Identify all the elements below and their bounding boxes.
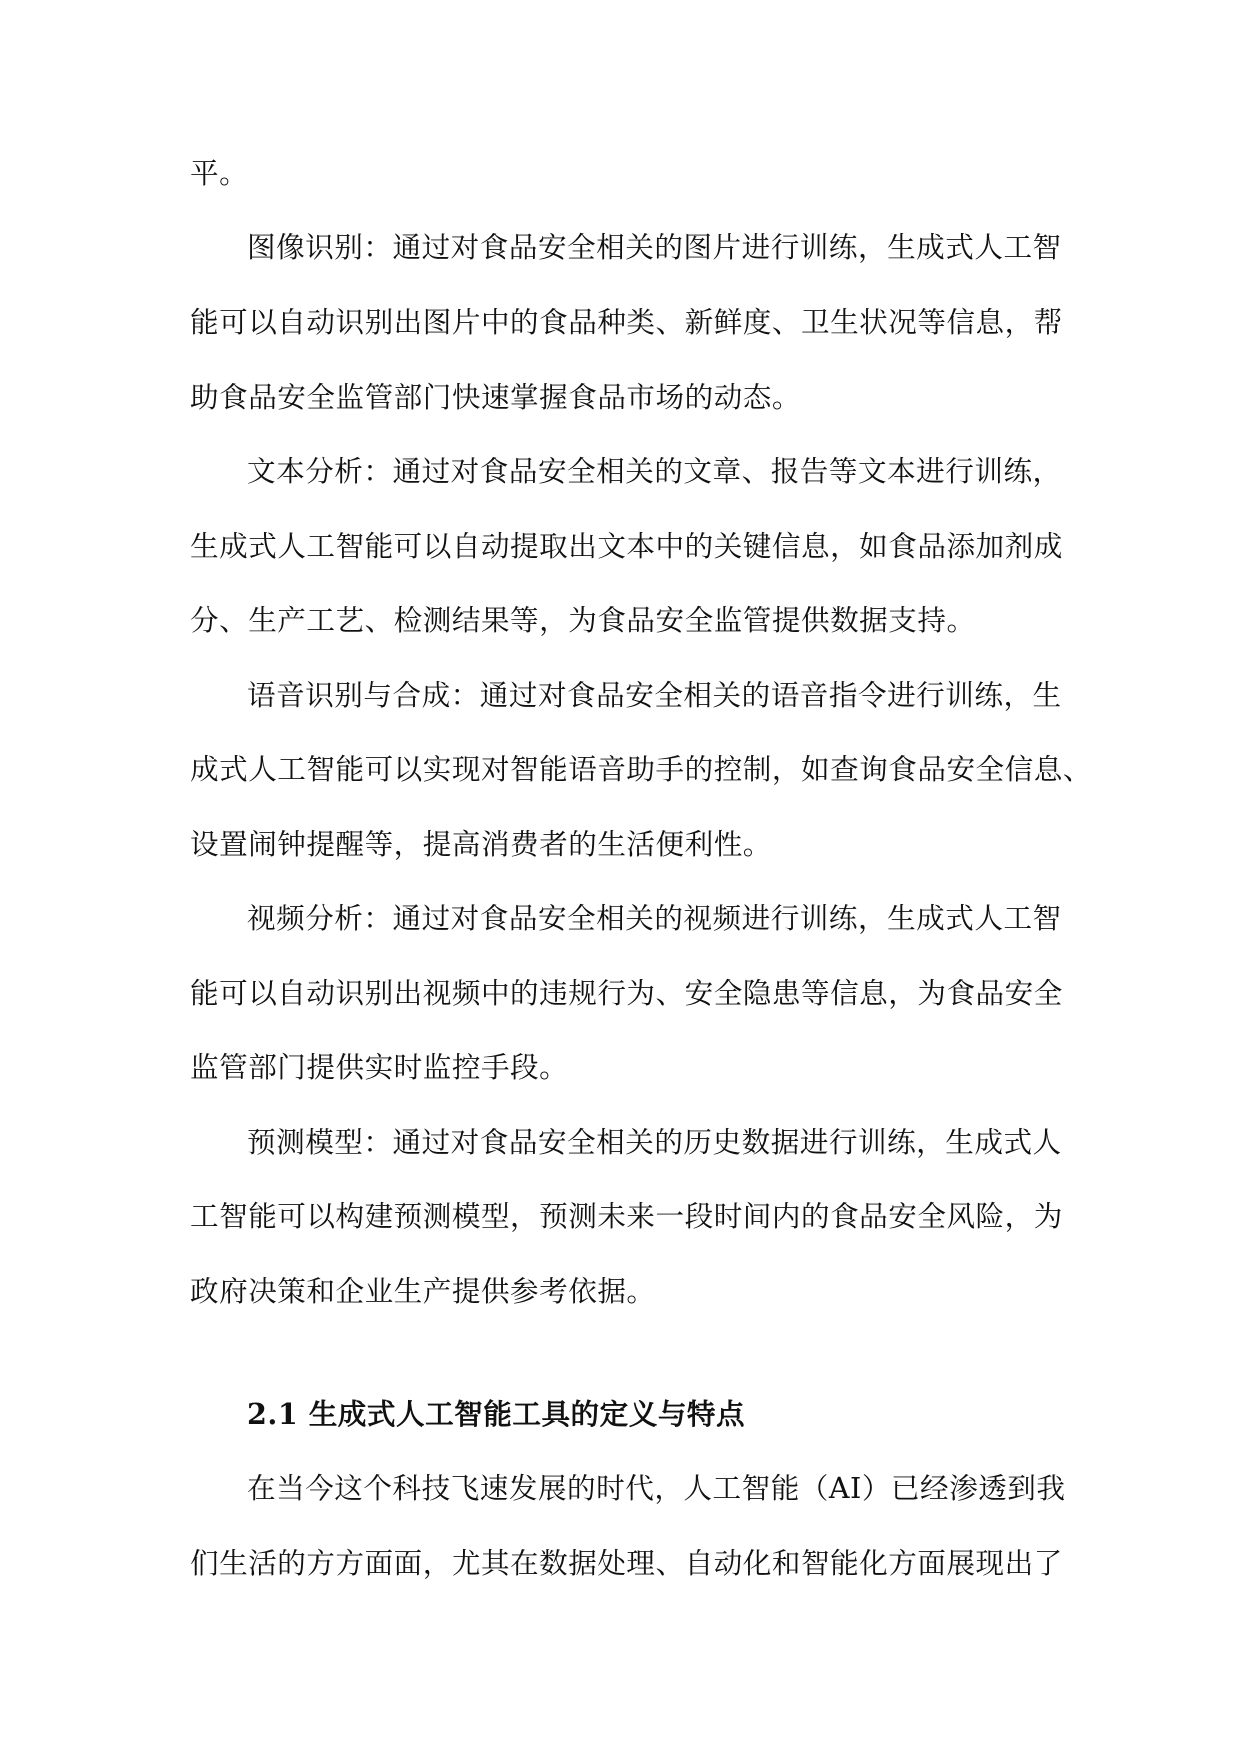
- paragraph-line: 工智能可以构建预测模型，预测未来一段时间内的食品安全风险，为: [190, 1199, 1063, 1233]
- paragraph-line: 政府决策和企业生产提供参考依据。: [190, 1274, 656, 1308]
- paragraph-line: 助食品安全监管部门快速掌握食品市场的动态。: [190, 380, 801, 414]
- paragraph-line: 能可以自动识别出视频中的违规行为、安全隐患等信息，为食品安全: [190, 976, 1063, 1010]
- paragraph-line: 们生活的方方面面，尤其在数据处理、自动化和智能化方面展现出了: [190, 1546, 1063, 1580]
- section-heading: 2.1 生成式人工智能工具的定义与特点: [247, 1397, 746, 1431]
- paragraph-line: 在当今这个科技飞速发展的时代，人工智能（AI）已经渗透到我: [247, 1471, 1066, 1505]
- paragraph-line: 视频分析：通过对食品安全相关的视频进行训练，生成式人工智: [247, 901, 1062, 935]
- paragraph-line: 分、生产工艺、检测结果等，为食品安全监管提供数据支持。: [190, 603, 976, 637]
- paragraph-line: 预测模型：通过对食品安全相关的历史数据进行训练，生成式人: [247, 1125, 1062, 1159]
- paragraph-line: 设置闹钟提醒等，提高消费者的生活便利性。: [190, 827, 772, 861]
- paragraph-line: 语音识别与合成：通过对食品安全相关的语音指令进行训练，生: [247, 678, 1062, 712]
- paragraph-line: 平。: [190, 156, 249, 190]
- paragraph-line: 监管部门提供实时监控手段。: [190, 1050, 569, 1084]
- paragraph-line: 成式人工智能可以实现对智能语音助手的控制，如查询食品安全信息、: [190, 752, 1092, 786]
- paragraph-line: 能可以自动识别出图片中的食品种类、新鲜度、卫生状况等信息，帮: [190, 305, 1063, 339]
- paragraph-line: 文本分析：通过对食品安全相关的文章、报告等文本进行训练，: [247, 454, 1062, 488]
- paragraph-line: 图像识别：通过对食品安全相关的图片进行训练，生成式人工智: [247, 230, 1062, 264]
- paragraph-line: 生成式人工智能可以自动提取出文本中的关键信息，如食品添加剂成: [190, 529, 1063, 563]
